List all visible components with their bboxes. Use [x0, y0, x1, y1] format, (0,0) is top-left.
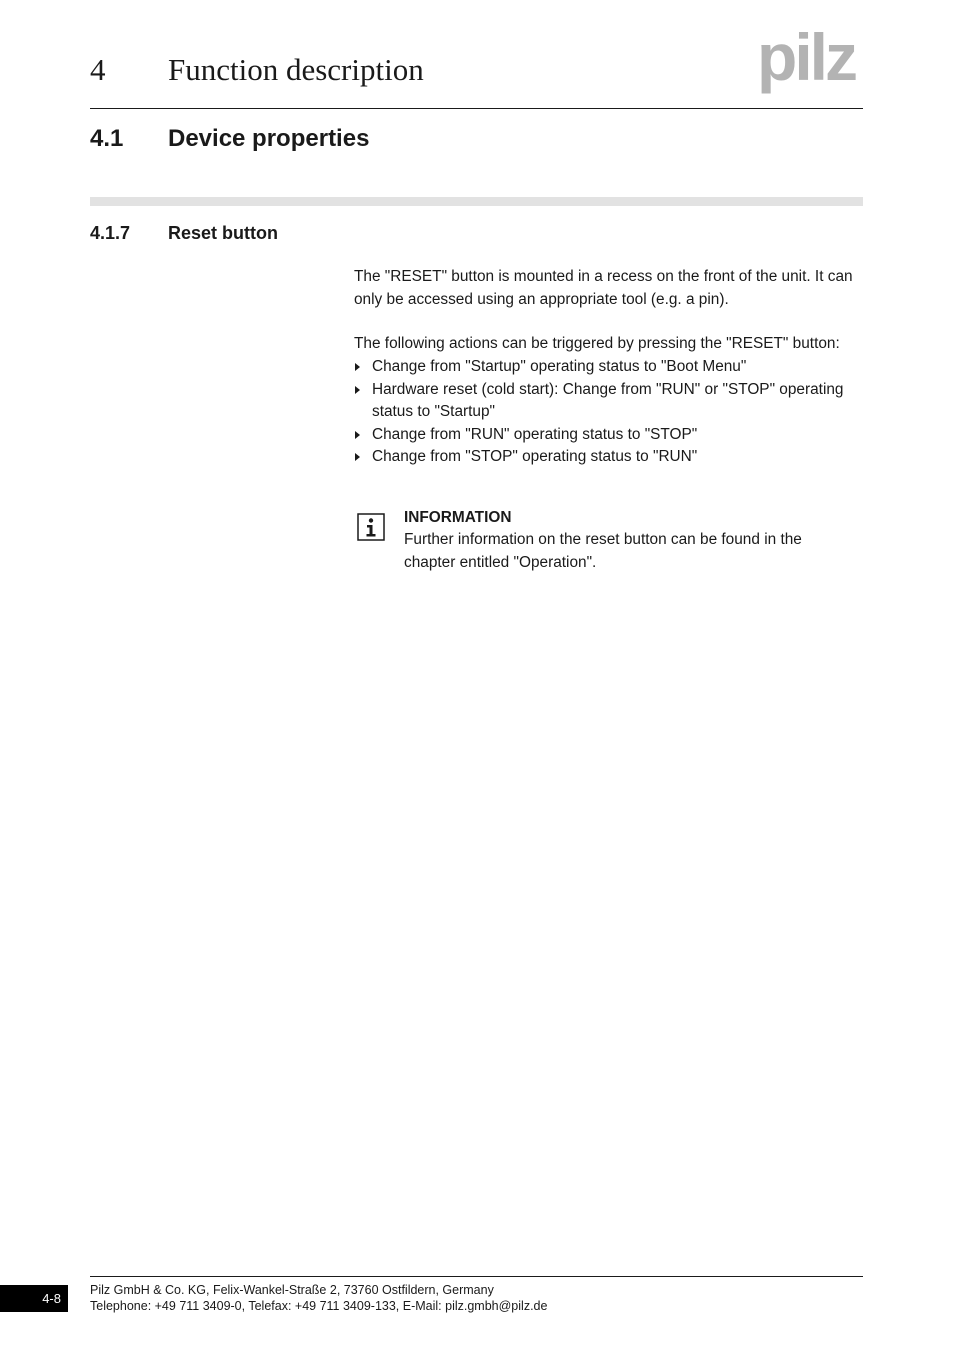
- actions-list: [354, 356, 866, 469]
- chapter-title: Function description: [168, 52, 424, 87]
- header-divider: [90, 108, 863, 109]
- triangle-bullet-icon: [355, 431, 360, 439]
- information-title: INFORMATION: [404, 509, 512, 526]
- information-icon: [357, 513, 385, 541]
- triangle-bullet-icon: [355, 386, 360, 394]
- list-item: [354, 356, 866, 379]
- list-item-text: Hardware reset (cold start): Change from "RUN" or "STOP" operating status to "Startup": [372, 380, 844, 420]
- list-item-text: Change from "Startup" operating status to "Boot Menu": [372, 358, 747, 375]
- list-item: [354, 446, 866, 469]
- section-divider-bar: [90, 197, 863, 206]
- footer-contact: Telephone: +49 711 3409-0, Telefax: +49 711 3409-133, E-Mail: pilz.gmbh@pilz.de: [90, 1299, 548, 1313]
- footer-divider: [90, 1276, 863, 1277]
- triangle-bullet-icon: [355, 363, 360, 371]
- list-item-text: Change from "RUN" operating status to "STOP": [372, 425, 698, 443]
- actions-intro-paragraph: The following actions can be triggered by pressing the "RESET" button:: [354, 335, 840, 352]
- page-number: 4-8: [0, 1285, 68, 1312]
- section-title: Device properties: [168, 125, 370, 152]
- information-text: Further information on the reset button can be found in the chapter entitled "Operation".: [404, 531, 802, 571]
- list-item: [354, 424, 866, 447]
- pilz-logo: [747, 28, 865, 94]
- triangle-bullet-icon: [355, 453, 360, 461]
- footer-address: Pilz GmbH & Co. KG, Felix-Wankel-Straße 2, 73760 Ostfildern, Germany: [90, 1283, 494, 1297]
- list-item: [354, 379, 866, 424]
- svg-text:pilz: pilz: [757, 28, 855, 94]
- intro-paragraph: The "RESET" button is mounted in a recess on the front of the unit. It can only be accessed using an appropriate tool (e.g. a pin).: [354, 268, 853, 308]
- list-item-text: Change from "STOP" operating status to "RUN": [372, 448, 698, 465]
- chapter-number: 4: [90, 52, 106, 87]
- section-number: 4.1: [90, 125, 124, 152]
- subsection-number: 4.1.7: [90, 223, 131, 243]
- subsection-title: Reset button: [168, 223, 278, 243]
